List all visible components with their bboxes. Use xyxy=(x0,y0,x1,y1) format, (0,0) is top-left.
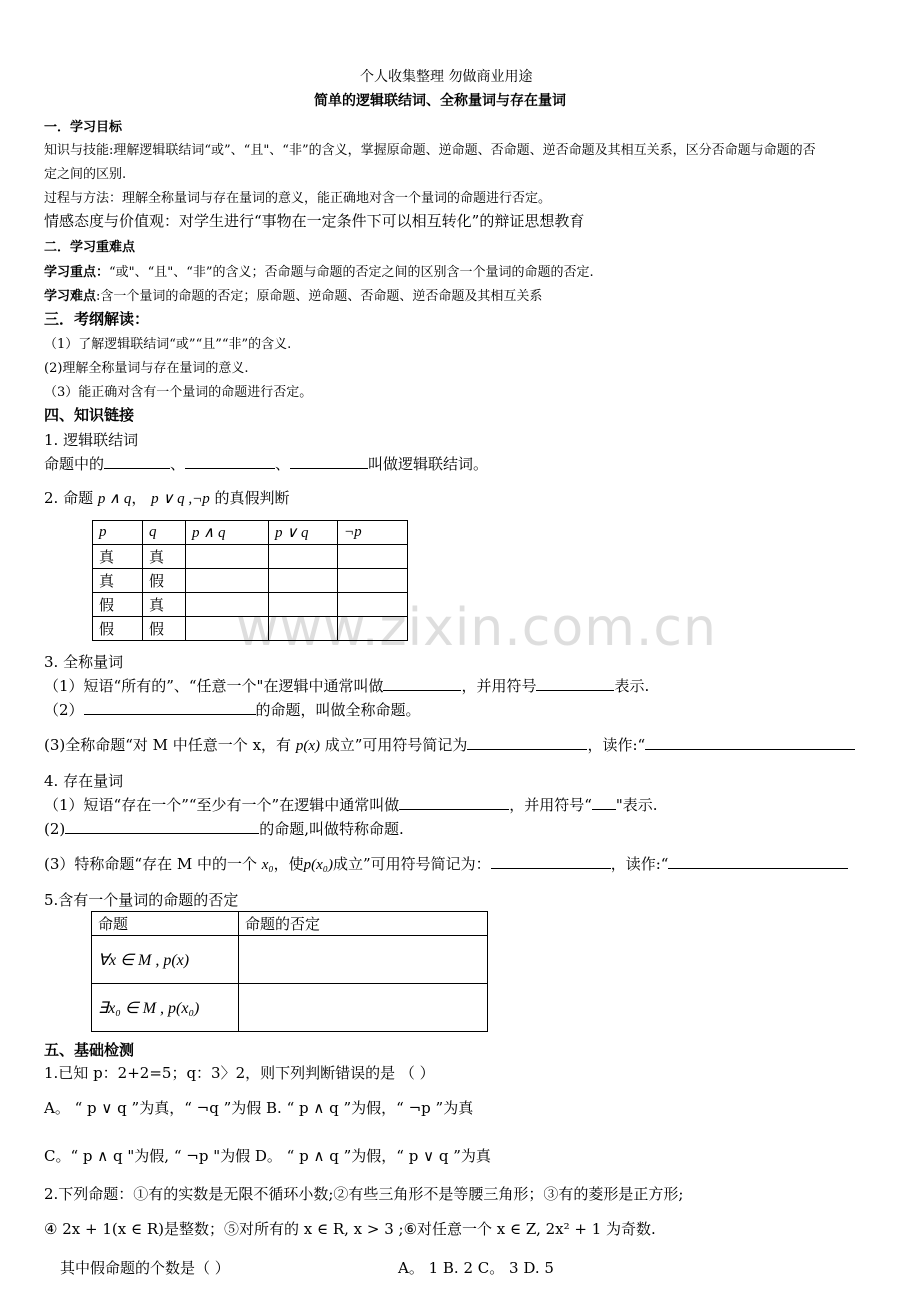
section-5-heading: 五、基础检测 xyxy=(44,1041,135,1059)
answer-cell[interactable] xyxy=(269,545,338,569)
text: ，读作:“ xyxy=(587,736,646,754)
difficulties-label: 学习难点 xyxy=(44,289,97,304)
text: ，读作:“ xyxy=(610,855,669,873)
math-expr: p(x) xyxy=(295,738,320,754)
text: "表示. xyxy=(615,796,658,814)
question-2-prompt: 其中假命题的个数是（ ） xyxy=(60,1259,230,1277)
text: ，并用符号“ xyxy=(509,796,592,814)
blank[interactable] xyxy=(383,676,461,691)
question-2-cont: ④ 2x + 1(x ∈ R)是整数；⑤对所有的 x ∈ R, x > 3 ;⑥对任意一个 x ∈ Z, 2x² + 1 为奇数. xyxy=(44,1220,656,1238)
existential-item-3 xyxy=(44,853,848,874)
th-q: q xyxy=(143,521,186,545)
answer-cell[interactable] xyxy=(338,545,408,569)
answer-cell[interactable] xyxy=(239,984,488,1032)
key-points xyxy=(44,261,594,280)
top-note: 个人收集整理 勿做商业用途 xyxy=(360,69,533,85)
blank[interactable] xyxy=(399,795,509,810)
math-expr: p ∧ q xyxy=(97,491,132,507)
cell: 假 xyxy=(93,593,143,617)
blank[interactable] xyxy=(84,700,256,715)
cell: 真 xyxy=(93,545,143,569)
connectives-fill xyxy=(44,453,488,474)
math-expr: p ∨ q ,¬p xyxy=(151,491,210,507)
cell: 真 xyxy=(143,593,186,617)
math-expr: x₀ xyxy=(261,857,274,873)
answer-cell[interactable] xyxy=(338,593,408,617)
difficulties-text: :含一个量词的命题的否定；原命题、逆命题、否命题、逆否命题及其相互关系 xyxy=(96,289,543,304)
text: 的命题，叫做全称命题。 xyxy=(255,701,421,719)
section-1-heading: 一．学习目标 xyxy=(44,120,123,135)
connectives-title: 1. 逻辑联结词 xyxy=(44,431,139,449)
cell-exists: ∃x₀ ∈ M , p(x₀) xyxy=(92,984,239,1032)
universal-item-3 xyxy=(44,734,855,755)
question-2: 2.下列命题：①有的实数是无限不循环小数;②有些三角形不是等腰三角形；③有的菱形是正方形; xyxy=(44,1185,684,1203)
existential-item-2 xyxy=(44,818,404,839)
universal-item-2 xyxy=(44,699,421,720)
blank[interactable] xyxy=(668,854,848,869)
text: ，并用符号 xyxy=(461,677,537,695)
universal-title: 3. 全称量词 xyxy=(44,653,124,671)
cell: 假 xyxy=(143,569,186,593)
answer-cell[interactable] xyxy=(338,617,408,641)
key-points-text: “或"、“且"、“非”的含义；否命题与命题的否定之间的区别含一个量词的命题的否定. xyxy=(109,265,594,280)
truth-table xyxy=(92,520,408,641)
text: 成立”可用符号简记为： xyxy=(333,855,491,873)
negation-title: 5.含有一个量词的命题的否定 xyxy=(44,891,239,909)
blank-3[interactable] xyxy=(290,454,368,469)
blank[interactable] xyxy=(645,735,855,750)
text: 、 xyxy=(275,455,291,473)
truth-title xyxy=(44,487,290,508)
question-1-options-cd: C。“ p ∧ q "为假, “ ¬p "为假 D。 “ p ∧ q ”为假，“ p ∨ q ”为真 xyxy=(44,1147,491,1165)
negation-table xyxy=(91,911,488,1032)
text: 表示. xyxy=(614,677,650,695)
outline-item-2: (2)理解全称量词与存在量词的意义. xyxy=(44,361,249,376)
goal-process: 过程与方法：理解全称量词与存在量词的意义，能正确地对含一个量词的命题进行否定。 xyxy=(44,191,552,206)
th-negation: 命题的否定 xyxy=(239,912,488,936)
text: 、 xyxy=(170,455,186,473)
th-and: p ∧ q xyxy=(186,521,269,545)
universal-item-1 xyxy=(44,675,649,696)
answer-cell[interactable] xyxy=(269,617,338,641)
blank[interactable] xyxy=(592,795,616,810)
blank-1[interactable] xyxy=(104,454,170,469)
section-3-heading: 三．考纲解读： xyxy=(44,310,150,328)
th-or: p ∨ q xyxy=(269,521,338,545)
outline-item-3: （3）能正确对含有一个量词的命题进行否定。 xyxy=(44,385,313,400)
text: ， xyxy=(131,489,147,507)
goal-knowledge: 知识与技能:理解逻辑联结词“或”、“且"、“非”的含义，掌握原命题、逆命题、否命题、逆否命题及其相互关系，区分否命题与命题的否 xyxy=(44,143,816,158)
blank[interactable] xyxy=(491,854,611,869)
question-1: 1.已知 p：2+2=5；q：3〉2，则下列判断错误的是 （ ） xyxy=(44,1064,435,1082)
page-title: 简单的逻辑联结词、全称量词与存在量词 xyxy=(314,93,566,109)
blank[interactable] xyxy=(536,676,614,691)
text: (2) xyxy=(44,820,66,838)
th-p: p xyxy=(93,521,143,545)
answer-cell[interactable] xyxy=(269,593,338,617)
text: （1）短语“所有的”、“任意一个"在逻辑中通常叫做 xyxy=(44,677,384,695)
question-2-options: A。 1 B. 2 C。 3 D. 5 xyxy=(398,1259,554,1277)
cell: 假 xyxy=(143,617,186,641)
answer-cell[interactable] xyxy=(186,545,269,569)
question-1-options-ab: A。 “ p ∨ q ”为真，“ ¬q ”为假 B. “ p ∧ q ”为假，“ ¬p ”为真 xyxy=(44,1099,474,1117)
answer-cell[interactable] xyxy=(338,569,408,593)
watermark: www.zixin.com.cn xyxy=(236,598,717,658)
goal-emotion: 情感态度与价值观：对学生进行“事物在一定条件下可以相互转化”的辩证思想教育 xyxy=(44,212,585,230)
key-points-label: 学习重点： xyxy=(44,265,110,280)
text: (3）特称命题“存在 M 中的一个 xyxy=(44,855,257,873)
blank[interactable] xyxy=(467,735,587,750)
text: 命题中的 xyxy=(44,455,105,473)
text: 的命题,叫做特称命题. xyxy=(259,820,404,838)
answer-cell[interactable] xyxy=(269,569,338,593)
text: 的真假判断 xyxy=(214,489,290,507)
cell: 假 xyxy=(93,617,143,641)
answer-cell[interactable] xyxy=(186,617,269,641)
blank[interactable] xyxy=(65,819,259,834)
text: （2） xyxy=(44,701,84,719)
section-4-heading: 四、知识链接 xyxy=(44,406,135,424)
text: ，使 xyxy=(273,855,304,873)
th-not: ¬p xyxy=(338,521,408,545)
existential-item-1 xyxy=(44,794,658,815)
difficulties xyxy=(44,285,542,304)
text: 叫做逻辑联结词。 xyxy=(368,455,489,473)
answer-cell[interactable] xyxy=(186,593,269,617)
cell: 真 xyxy=(143,545,186,569)
blank-2[interactable] xyxy=(185,454,275,469)
text: （1）短语“存在一个”“至少有一个”在逻辑中通常叫做 xyxy=(44,796,400,814)
text: (3)全称命题“对 M 中任意一个 x，有 xyxy=(44,736,292,754)
existential-title: 4. 存在量词 xyxy=(44,772,124,790)
math-expr: p(x₀) xyxy=(303,857,334,873)
outline-item-1: （1）了解逻辑联结词“或”“且”“非”的含义. xyxy=(44,337,292,352)
answer-cell[interactable] xyxy=(186,569,269,593)
section-2-heading: 二．学习重难点 xyxy=(44,240,136,255)
th-proposition: 命题 xyxy=(92,912,239,936)
text: 成立”可用符号简记为 xyxy=(324,736,468,754)
answer-cell[interactable] xyxy=(239,936,488,984)
cell: 真 xyxy=(93,569,143,593)
cell-forall: ∀x ∈ M , p(x) xyxy=(92,936,239,984)
goal-knowledge-cont: 定之间的区别. xyxy=(44,167,127,182)
text: 2. 命题 xyxy=(44,489,94,507)
